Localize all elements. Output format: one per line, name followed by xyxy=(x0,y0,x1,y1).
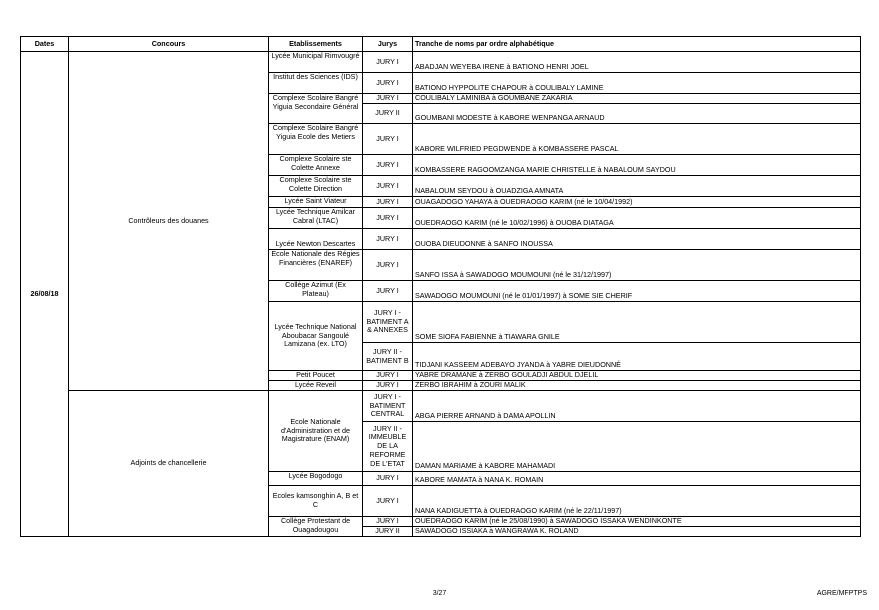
jury-cell: JURY I xyxy=(363,381,413,391)
exam-assignment-table xyxy=(20,36,861,537)
jury-cell: JURY I - BATIMENT A & ANNEXES xyxy=(363,302,413,343)
names-range-cell: DAMAN MARIAME à KABORE MAHAMADI xyxy=(413,422,861,472)
jury-cell: JURY I xyxy=(363,517,413,527)
names-range-cell: ZERBO IBRAHIM à ZOURI MALIK xyxy=(413,381,861,391)
names-range-cell: ABADJAN WEYEBA IRENE à BATIONO HENRI JOEL xyxy=(413,52,861,73)
names-range-cell: KABORE MAMATA à NANA K. ROMAIN xyxy=(413,472,861,486)
names-range-cell: COULIBALY LAMINIBA à GOUMBANE ZAKARIA xyxy=(413,94,861,104)
jury-cell: JURY I xyxy=(363,208,413,229)
jury-cell: JURY II - BATIMENT B xyxy=(363,343,413,371)
jury-cell: JURY I xyxy=(363,155,413,176)
names-range-cell: OUOBA DIEUDONNE à SANFO INOUSSA xyxy=(413,229,861,250)
concours-douanes: Contrôleurs des douanes xyxy=(69,52,269,391)
jury-cell: JURY I - BATIMENT CENTRAL xyxy=(363,391,413,422)
names-range-cell: TIDJANI KASSEEM ADEBAYO JYANDA à YABRE DIEUDONNÉ xyxy=(413,343,861,371)
etablissement-cell: Lycée Municipal Rimvougré xyxy=(269,52,363,73)
header-names-range: Tranche de noms par ordre alphabétique xyxy=(413,37,861,52)
etablissement-cell: Lycée Technique Amilcar Cabral (LTAC) xyxy=(269,208,363,229)
etablissement-cell: Ecole Nationale d'Administration et de Magistrature (ENAM) xyxy=(269,391,363,472)
etablissement-cell: Lycée Bogodogo xyxy=(269,472,363,486)
etablissement-cell: Petit Poucet xyxy=(269,371,363,381)
jury-cell: JURY I xyxy=(363,94,413,104)
jury-cell: JURY II xyxy=(363,527,413,537)
names-range-cell: ABGA PIERRE ARNAND à DAMA APOLLIN xyxy=(413,391,861,422)
jury-cell: JURY I xyxy=(363,250,413,281)
names-range-cell: GOUMBANI MODESTE à KABORE WENPANGA ARNAUD xyxy=(413,104,861,124)
header-etablissements: Etablissements xyxy=(269,37,363,52)
jury-cell: JURY I xyxy=(363,73,413,94)
etablissement-cell: Institut des Sciences (IDS) xyxy=(269,73,363,94)
names-range-cell: YABRE DRAMANE à ZERBO GOULADJI ABDUL DJELIL xyxy=(413,371,861,381)
etablissement-cell: Lycée Saint Viateur xyxy=(269,197,363,208)
jury-cell: JURY I xyxy=(363,486,413,517)
header-jurys: Jurys xyxy=(363,37,413,52)
names-range-cell: KOMBASSERE RAGOOMZANGA MARIE CHRISTELLE à NABALOUM SAYDOU xyxy=(413,155,861,176)
etablissement-cell: Ecoles kamsonghin A, B et C xyxy=(269,486,363,517)
table-row xyxy=(21,52,861,73)
names-range-cell: SAWADOGO MOUMOUNI (né le 01/01/1997) à SOME SIE CHERIF xyxy=(413,281,861,302)
jury-cell: JURY I xyxy=(363,229,413,250)
names-range-cell: NABALOUM SEYDOU à OUADZIGA AMNATA xyxy=(413,176,861,197)
table-header-row xyxy=(21,37,861,52)
table-row xyxy=(21,391,861,422)
names-range-cell: SAWADOGO ISSIAKA à WANGRAWA K. ROLAND xyxy=(413,527,861,537)
names-range-cell: SOME SIOFA FABIENNE à TIAWARA GNILE xyxy=(413,302,861,343)
jury-cell: JURY II - IMMEUBLE DE LA REFORME DE L'ETAT xyxy=(363,422,413,472)
etablissement-cell: Collège Azimut (Ex Plateau) xyxy=(269,281,363,302)
footer-organization: AGRE/MFPTPS xyxy=(816,590,867,597)
jury-cell: JURY I xyxy=(363,197,413,208)
exam-date: 26/08/18 xyxy=(21,52,69,537)
jury-cell: JURY I xyxy=(363,371,413,381)
names-range-cell: NANA KADIGUETTA à OUEDRAOGO KARIM (né le 22/11/1997) xyxy=(413,486,861,517)
jury-cell: JURY I xyxy=(363,176,413,197)
jury-cell: JURY I xyxy=(363,472,413,486)
names-range-cell: KABORE WILFRIED PEGDWENDE à KOMBASSERE PASCAL xyxy=(413,124,861,155)
etablissement-cell: Complexe Scolaire Bangré Yiguia Secondaire Général xyxy=(269,94,363,124)
etablissement-cell: Ecole Nationale des Régies Financières (ENAREF) xyxy=(269,250,363,281)
names-range-cell: OUEDRAOGO KARIM (né le 10/02/1996) à OUOBA DIATAGA xyxy=(413,208,861,229)
etablissement-cell: Complexe Scolaire ste Colette Direction xyxy=(269,176,363,197)
names-range-cell: SANFO ISSA à SAWADOGO MOUMOUNI (né le 31/12/1997) xyxy=(413,250,861,281)
etablissement-cell: Complexe Scolaire Bangré Yiguia Ecole des Metiers xyxy=(269,124,363,155)
concours-chancellerie: Adjoints de chancellerie xyxy=(69,391,269,537)
names-range-cell: OUAGADOGO YAHAYA à OUEDRAOGO KARIM (né le 10/04/1992) xyxy=(413,197,861,208)
etablissement-cell: Collège Protestant de Ouagadougou xyxy=(269,517,363,537)
etablissement-cell: Lycée Reveil xyxy=(269,381,363,391)
jury-cell: JURY II xyxy=(363,104,413,124)
header-dates: Dates xyxy=(21,37,69,52)
etablissement-cell: Lycée Newton Descartes xyxy=(269,229,363,250)
jury-cell: JURY I xyxy=(363,124,413,155)
names-range-cell: OUEDRAOGO KARIM (né le 25/08/1990) à SAWADOGO ISSAKA WENDINKONTE xyxy=(413,517,861,527)
etablissement-cell: Complexe Scolaire ste Colette Annexe xyxy=(269,155,363,176)
names-range-cell: BATIONO HYPPOLITE CHAPOUR à COULIBALY LAMINE xyxy=(413,73,861,94)
header-concours: Concours xyxy=(69,37,269,52)
jury-cell: JURY I xyxy=(363,52,413,73)
etablissement-cell: Lycée Technique National Aboubacar Sangoulé Lamizana (ex. LTO) xyxy=(269,302,363,371)
jury-cell: JURY I xyxy=(363,281,413,302)
page-number: 3/27 xyxy=(432,590,447,597)
